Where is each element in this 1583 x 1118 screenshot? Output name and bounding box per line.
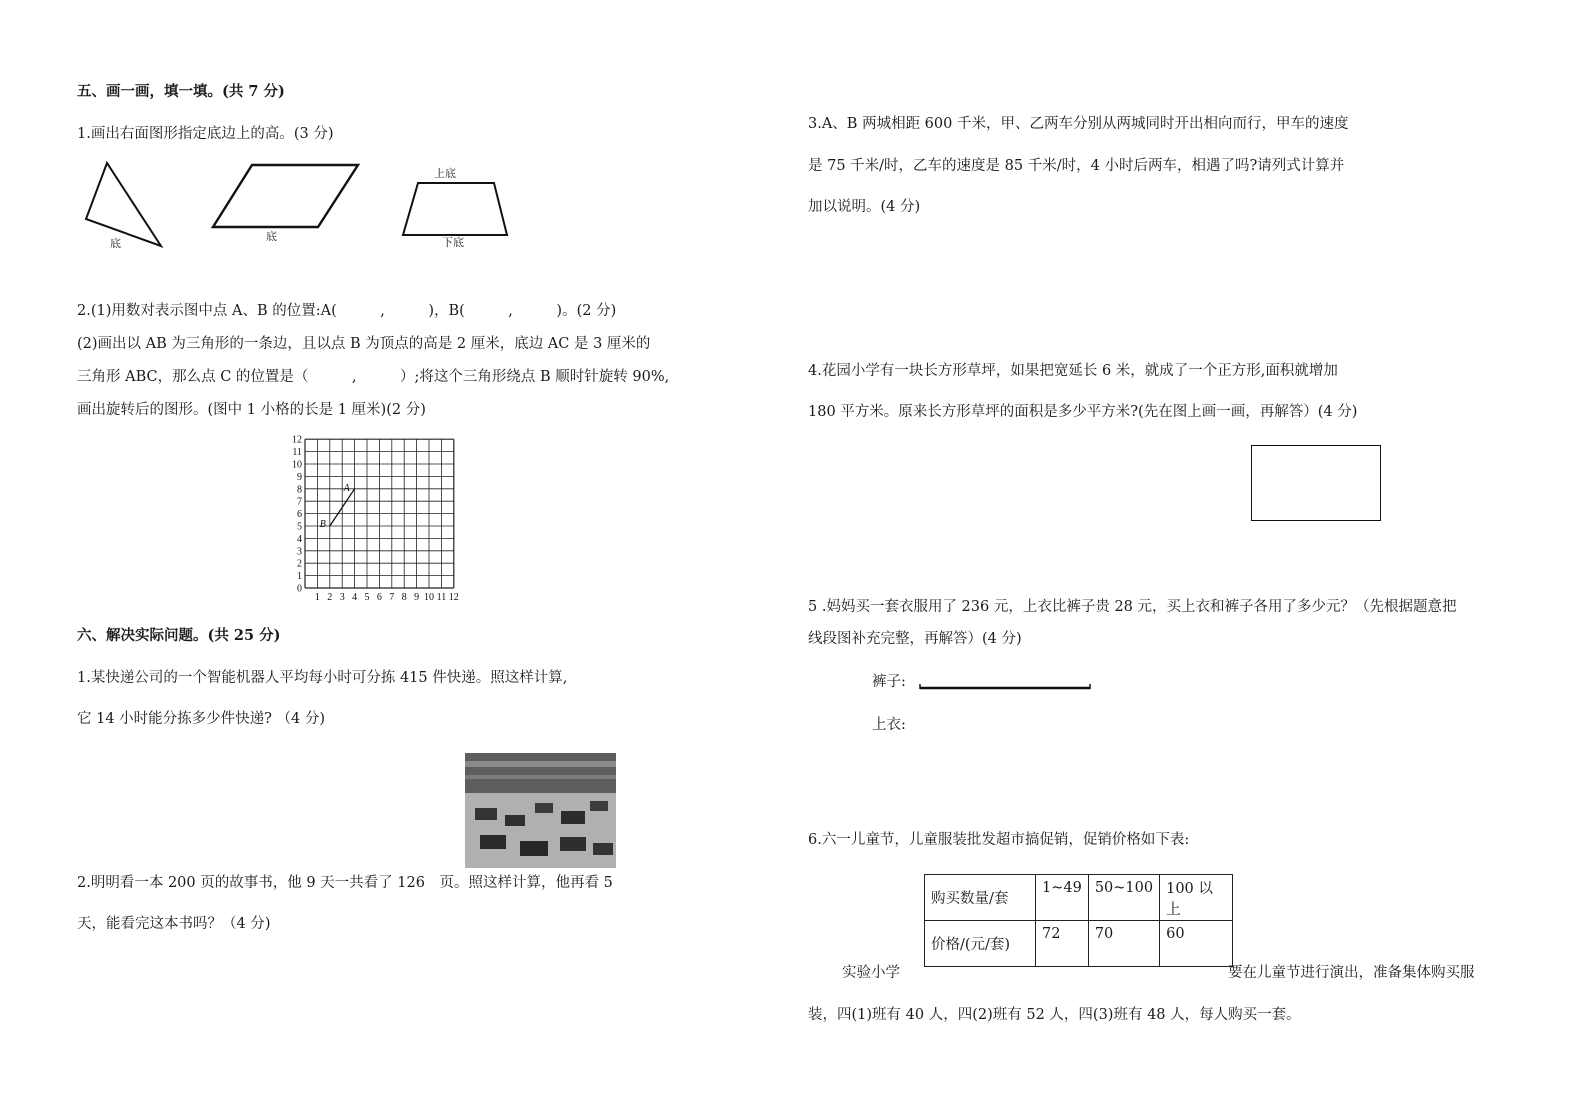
question-6-line2-start: 实验小学	[842, 965, 900, 981]
y-tick-label: 11	[292, 447, 302, 459]
geometry-figures	[0, 0, 520, 260]
question-6-1-line2: 它 14 小时能分拣多少件快递? （4 分)	[77, 711, 326, 727]
y-tick-label: 1	[297, 571, 302, 583]
price-table	[924, 874, 1233, 967]
question-3-line3: 加以说明。(4 分)	[808, 199, 921, 215]
question-6-1-line1: 1.某快递公司的一个智能机器人平均每小时可分拣 415 件快递。照这样计算,	[77, 670, 568, 686]
question-4-line2: 180 平方米。原来长方形草坪的面积是多少平方米?(先在图上画一画，再解答）(4 分)	[808, 404, 1358, 420]
table-cell: 72	[1036, 921, 1089, 967]
question-6-2-line2: 天，能看完这本书吗？（4 分)	[77, 916, 271, 932]
x-tick-label: 5	[364, 592, 370, 603]
table-cell: 70	[1088, 921, 1159, 967]
parallelogram-figure	[213, 165, 358, 227]
x-tick-label: 11	[436, 592, 447, 603]
question-5-2-line3: 三角形 ABC，那么点 C 的位置是（ , ）;将这个三角形绕点 B 顺时针旋转 90%,	[77, 369, 670, 385]
question-5-1: 1.画出右面图形指定底边上的高。(3 分)	[77, 126, 334, 142]
question-5-line2: 线段图补充完整，再解答）(4 分)	[808, 631, 1022, 647]
question-5-2-line4: 画出旋转后的图形。(图中 1 小格的长是 1 厘米)(2 分)	[77, 402, 426, 418]
y-tick-label: 8	[297, 484, 302, 496]
x-tick-label: 12	[448, 592, 459, 603]
x-tick-label: 7	[389, 592, 395, 603]
y-tick-label: 0	[297, 583, 302, 595]
question-3-line1: 3.A、B 两城相距 600 千米，甲、乙两车分别从两城同时开出相向而行，甲车的速度	[808, 116, 1349, 132]
y-tick-label: 9	[297, 471, 302, 483]
x-tick-label: 4	[352, 592, 358, 603]
lawn-rectangle	[1251, 445, 1381, 521]
y-tick-label: 2	[297, 558, 302, 570]
trapezoid-bottom-label: 下底	[442, 236, 464, 249]
table-cell: 60	[1160, 921, 1233, 967]
question-6-line3: 装，四(1)班有 40 人，四(2)班有 52 人，四(3)班有 48 人，每人购买一套。	[808, 1007, 1301, 1023]
question-5-2-line2: (2)画出以 AB 为三角形的一条边，且以点 B 为顶点的高是 2 厘米，底边 AC 是 3 厘米的	[77, 336, 651, 352]
robot-warehouse-photo	[465, 753, 616, 868]
section-5-title: 五、画一画，填一填。(共 7 分)	[77, 83, 285, 100]
x-tick-label: 9	[414, 592, 420, 603]
y-tick-label: 4	[297, 533, 302, 545]
triangle-figure	[86, 163, 161, 246]
trapezoid-figure	[403, 183, 507, 235]
table-cell: 购买数量/套	[925, 875, 1036, 921]
x-tick-label: 3	[339, 592, 345, 603]
pants-label: 裤子:	[872, 674, 906, 690]
x-tick-label: 2	[327, 592, 333, 603]
x-tick-label: 10	[424, 592, 434, 603]
question-3-line2: 是 75 千米/时，乙车的速度是 85 千米/时，4 小时后两车，相遇了吗?请列式计算并	[808, 158, 1345, 174]
y-tick-label: 7	[297, 496, 302, 508]
y-tick-label: 12	[292, 434, 302, 446]
x-tick-label: 6	[376, 592, 382, 603]
table-row	[925, 875, 1233, 921]
parallelogram-base-label: 底	[266, 230, 277, 243]
table-cell: 价格/(元/套)	[925, 921, 1036, 967]
x-tick-label: 1	[314, 592, 320, 603]
y-tick-label: 5	[297, 521, 302, 533]
triangle-base-label: 底	[110, 237, 121, 250]
question-5-line1: 5 .妈妈买一套衣服用了 236 元，上衣比裤子贵 28 元，买上衣和裤子各用了多少元？（先根据题意把	[808, 599, 1457, 615]
table-cell: 1~49	[1036, 875, 1089, 921]
y-tick-label: 3	[297, 546, 302, 558]
point-b-label: B	[319, 519, 326, 530]
point-a-label: A	[343, 482, 350, 494]
question-6-line1: 6.六一儿童节，儿童服装批发超市搞促销，促销价格如下表:	[808, 832, 1190, 848]
table-cell: 100 以上	[1160, 875, 1233, 921]
question-5-2-line1: 2.(1)用数对表示图中点 A、B 的位置:A( , )，B( , )。(2 分)	[77, 303, 617, 319]
y-tick-label: 6	[297, 509, 302, 521]
section-6-title: 六、解决实际问题。(共 25 分)	[77, 627, 281, 644]
trapezoid-top-label: 上底	[434, 167, 456, 180]
question-6-2-line1: 2.明明看一本 200 页的故事书，他 9 天一共看了 126 页。照这样计算，他再看 5	[77, 875, 613, 891]
question-6-line2-end: 要在儿童节进行演出，准备集体购买服	[1228, 965, 1475, 981]
table-cell: 50~100	[1088, 875, 1159, 921]
y-tick-label: 10	[292, 459, 302, 471]
coordinate-grid	[280, 433, 480, 613]
question-4-line1: 4.花园小学有一块长方形草坪，如果把宽延长 6 米，就成了一个正方形,面积就增加	[808, 363, 1338, 379]
x-tick-label: 8	[401, 592, 407, 603]
table-row	[925, 921, 1233, 967]
top-label: 上衣:	[872, 717, 906, 733]
pants-segment	[918, 683, 1093, 693]
